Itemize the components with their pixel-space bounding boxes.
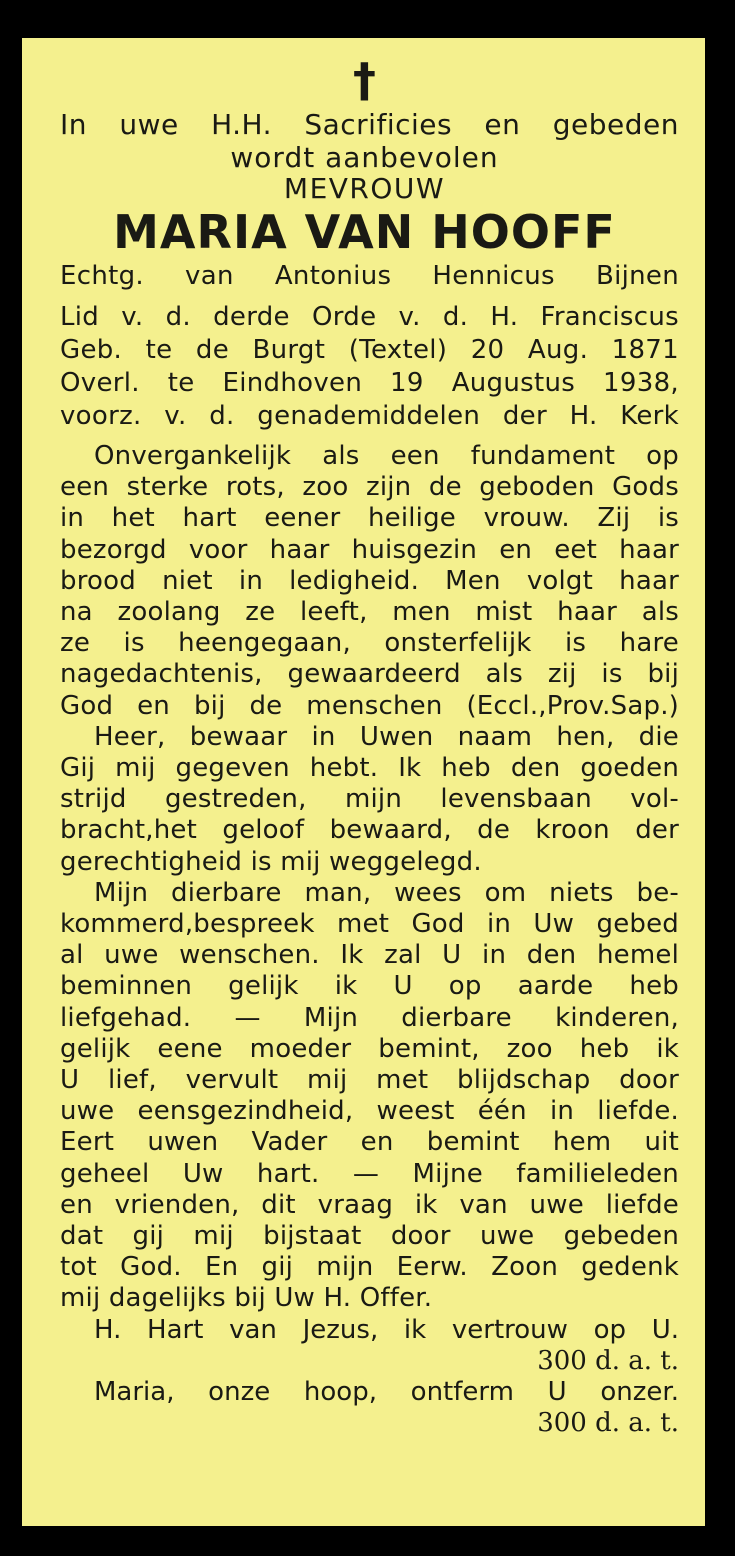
text-line: een sterke rots, zoo zijn de geboden Gods [60,472,679,503]
indulgence-1: 300 d. a. t. [537,1345,679,1376]
text-line: bracht,het geloof bewaard, de kroon der [60,815,679,846]
intro-line: In uwe H.H. Sacrificies en gebeden [60,108,679,141]
text-line: na zoolang ze leeft, men mist haar als [60,597,679,628]
text-line: beminnen gelijk ik U op aarde heb [60,971,679,1002]
text-line: Heer, bewaar in Uwen naam hen, die [94,721,679,752]
cross-icon: † [353,53,376,107]
text-line: mij dagelijks bij Uw H. Offer. [60,1283,433,1314]
text-line: strijd gestreden, mijn levensbaan vol- [60,784,679,815]
text-line: Onvergankelijk als een fundament op [94,441,679,471]
text-line: tot God. En gij mijn Eerw. Zoon gedenk [60,1252,679,1283]
text-line: en vrienden, dit vraag ik van uwe liefde [60,1189,679,1220]
text-line: al uwe wenschen. Ik zal U in den hemel [60,940,679,971]
text-line: Gij mij gegeven hebt. Ik heb den goeden [60,753,679,784]
death-line: Overl. te Eindhoven 19 Augustus 1938, [60,368,679,398]
text-line: gelijk eene moeder bemint, zoo heb ik [60,1033,679,1064]
text-line: uwe eensgezindheid, weest één in liefde. [60,1096,679,1127]
sacraments-line: voorz. v. d. genademiddelen der H. Kerk [60,401,679,431]
prayer-maria: Maria, onze hoop, ontferm U onzer. [94,1377,679,1408]
paragraph-3 [60,878,679,1315]
text-line: ze is heengegaan, onsterfelijk is hare [60,628,679,659]
text-line: bezorgd voor haar huisgezin en eet haar [60,534,679,565]
order-line: Lid v. d. derde Orde v. d. H. Franciscus [60,302,679,332]
text-line: brood niet in ledigheid. Men volgt haar [60,565,679,596]
prayer-sacred-heart: H. Hart van Jezus, ik vertrouw op U. [94,1314,679,1345]
text-line: liefgehad. — Mijn dierbare kinderen, [60,1002,679,1033]
text-line: U lief, vervult mij met blijdschap door [60,1065,679,1096]
birth-line: Geb. te de Burgt (Textel) 20 Aug. 1871 [60,335,679,365]
text-line: gerechtigheid is mij weggelegd. [60,846,482,877]
text-line: dat gij mij bijstaat door uwe gebeden [60,1221,679,1252]
memorial-card [22,38,705,1526]
text-line: Mijn dierbare man, wees om niets be- [94,877,679,908]
text-line: Eert uwen Vader en bemint hem uit [60,1127,679,1158]
text-line: in het hart eener heilige vrouw. Zij is [60,503,679,534]
spouse-line: Echtg. van Antonius Hennicus Bijnen [60,261,679,291]
title-mevrouw: MEVROUW [283,172,446,205]
paragraph-1 [60,441,679,722]
text-line: nagedachtenis, gewaardeerd als zij is bij [60,659,679,690]
text-line: God en bij de menschen (Eccl.,Prov.Sap.) [60,690,679,721]
paragraph-2 [60,722,679,878]
deceased-name: MARIA VAN HOOFF [113,205,616,259]
text-line: kommerd,bespreek met God in Uw gebed [60,909,679,940]
recommended-line: wordt aanbevolen [230,141,499,174]
text-line: geheel Uw hart. — Mijne familieleden [60,1158,679,1189]
indulgence-2: 300 d. a. t. [537,1408,679,1439]
